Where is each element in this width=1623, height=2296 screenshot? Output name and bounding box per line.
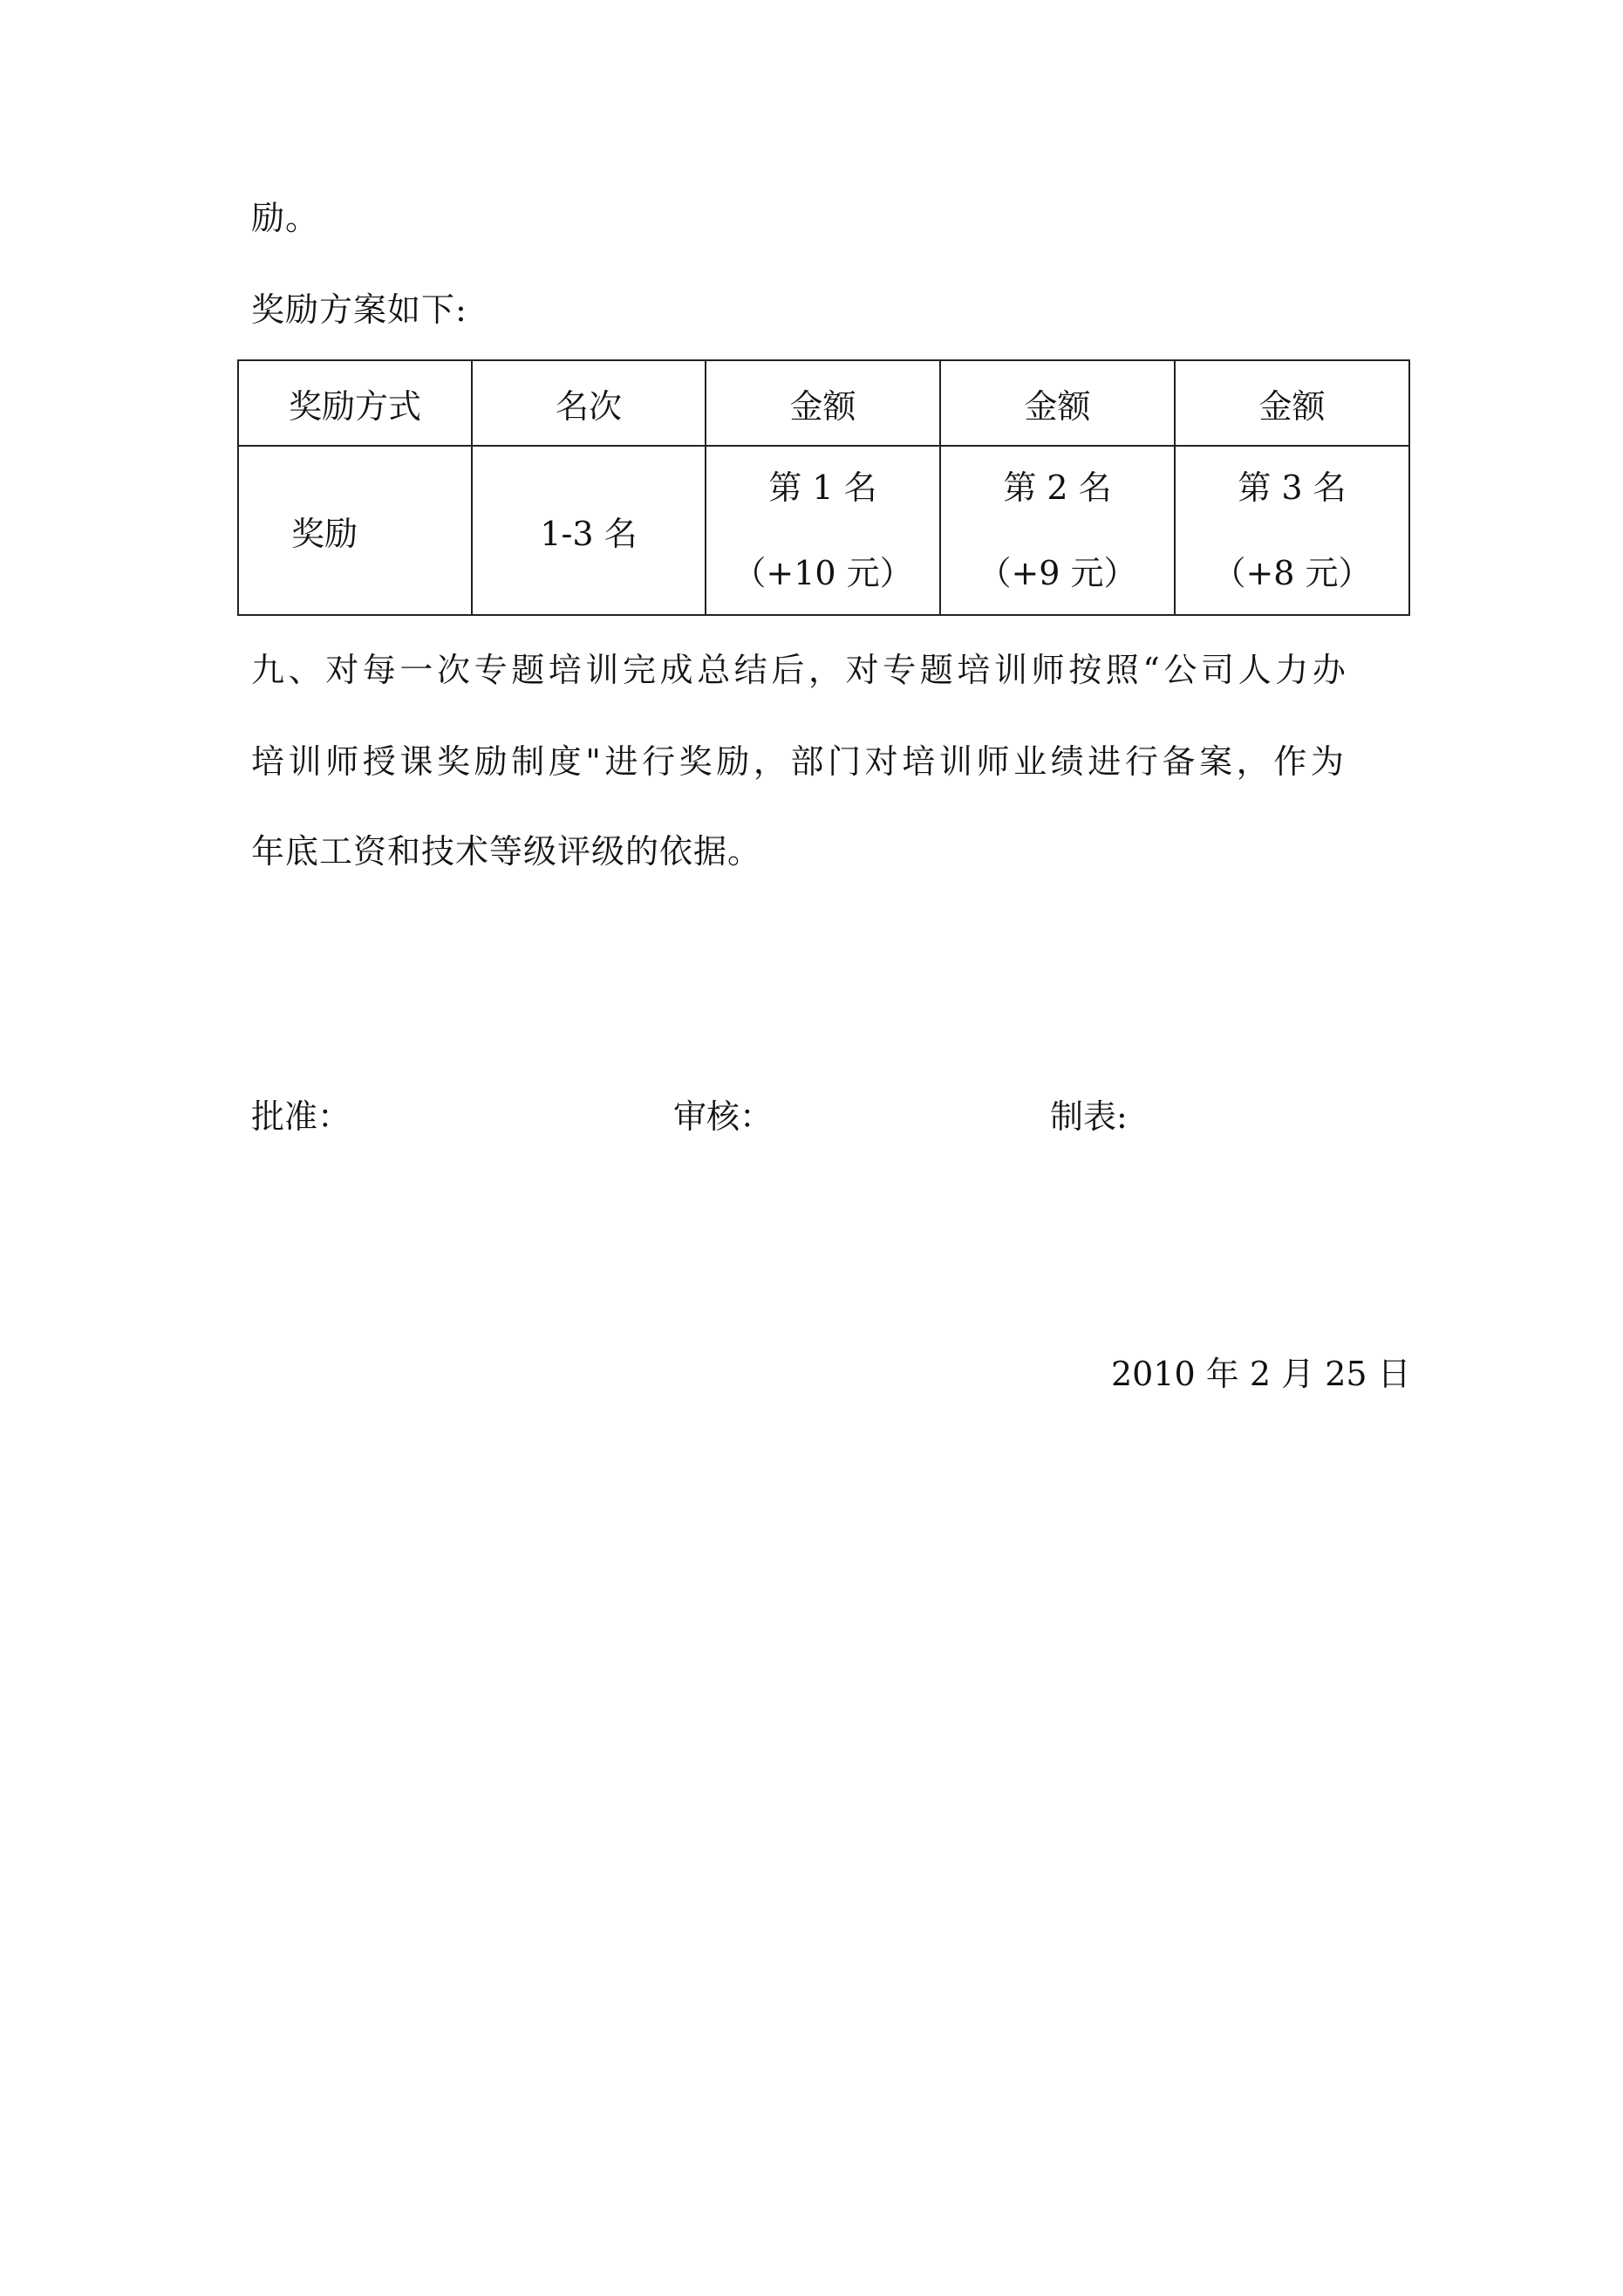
cell-second-place — [940, 446, 1175, 615]
header-cell-amount-3: 金额 — [1175, 360, 1409, 446]
table-header-row — [238, 360, 1409, 446]
header-cell-rank: 名次 — [472, 360, 706, 446]
cell-rank: 1-3 名 — [472, 446, 706, 615]
header-cell-amount-2: 金额 — [940, 360, 1175, 446]
place-label: 第 3 名 — [1238, 468, 1347, 507]
reward-table — [237, 359, 1410, 616]
amount-label: （+10 元） — [733, 554, 913, 592]
cell-third-place — [1175, 446, 1409, 615]
paragraph-line-2: 培训师授课奖励制度"进行奖励，部门对培训师业绩进行备案，作为 — [251, 742, 1348, 781]
cell-first-place — [706, 446, 940, 615]
reward-plan-intro: 奖励方案如下: — [251, 290, 467, 329]
amount-label: （+9 元） — [978, 554, 1137, 592]
paragraph-line-3: 年底工资和技术等级评级的依据。 — [251, 832, 762, 871]
review-label: 审核： — [673, 1097, 774, 1136]
header-cell-reward-type: 奖励方式 — [238, 360, 472, 446]
cell-reward-type: 奖励 — [238, 446, 472, 615]
document-date: 2010 年 2 月 25 日 — [1111, 1355, 1411, 1393]
place-label: 第 1 名 — [768, 468, 877, 507]
table-row — [238, 446, 1409, 615]
header-cell-amount-1: 金额 — [706, 360, 940, 446]
paragraph-line-1: 九、对每一次专题培训完成总结后，对专题培训师按照“公司人力办 — [251, 651, 1350, 689]
text-line-fragment: 励。 — [251, 199, 320, 237]
amount-label: （+8 元） — [1212, 554, 1372, 592]
place-label: 第 2 名 — [1003, 468, 1112, 507]
approve-label: 批准： — [251, 1097, 351, 1136]
prepare-label: 制表: — [1050, 1097, 1128, 1136]
